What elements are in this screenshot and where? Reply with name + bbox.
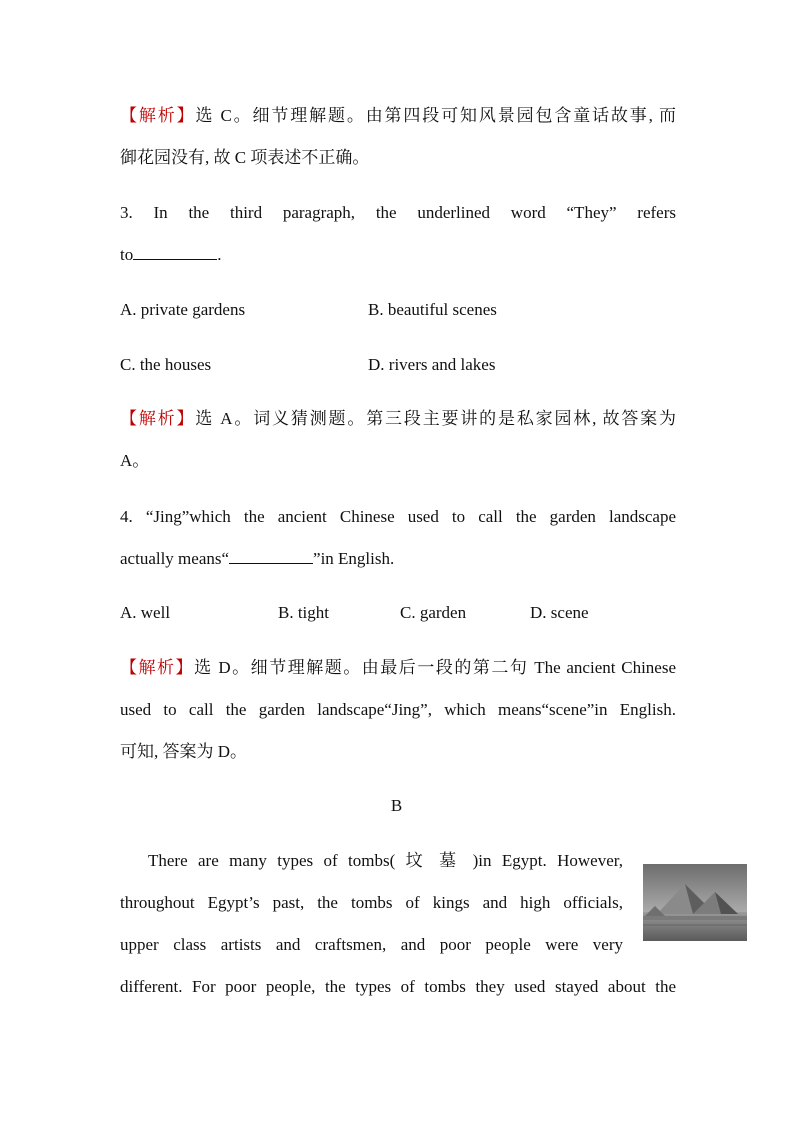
analysis-3-line-2: used to call the garden landscape“Jing”, which means“scene”in English.	[120, 700, 676, 719]
q4-option-a: A. well	[120, 603, 171, 622]
question-3-line-1: 3. In the third paragraph, the underlined word “They” refers	[120, 203, 676, 222]
pyramids-image	[643, 864, 747, 941]
passage-line-4: different. For poor people, the types of tombs they used stayed about the	[120, 977, 676, 996]
q3-option-c: C. the houses	[120, 355, 212, 374]
analysis-1-line-2: 御花园没有, 故 C 项表述不正确。	[120, 148, 370, 167]
analysis-1-line-1: 【解析】选 C。细节理解题。由第四段可知风景园包含童话故事, 而	[120, 106, 677, 125]
analysis-2-line-2: A。	[120, 451, 150, 470]
question-4	[120, 496, 676, 580]
analysis-1	[120, 95, 676, 179]
analysis-3	[120, 647, 676, 773]
q4-option-c: C. garden	[400, 603, 467, 622]
analysis-tag: 【解析】	[120, 106, 196, 125]
analysis-2-line-1: 【解析】选 A。词义猜测题。第三段主要讲的是私家园林, 故答案为	[120, 409, 677, 428]
section-b-title: B	[390, 796, 403, 815]
passage-b	[120, 840, 623, 966]
analysis-3-line-3: 可知, 答案为 D。	[120, 742, 248, 761]
q3-option-b: B. beautiful scenes	[368, 300, 497, 319]
question-3-line-2: to .	[120, 245, 222, 264]
analysis-3-line-1: 【解析】选 D。细节理解题。由最后一段的第二句 The ancient Chinese	[120, 658, 677, 677]
analysis-2	[120, 398, 676, 482]
answer-blank	[133, 244, 217, 260]
q4-option-d: D. scene	[530, 603, 589, 622]
pyramids-photo	[643, 864, 747, 941]
question-4-line-1: 4. “Jing”which the ancient Chinese used to call the garden landscape	[120, 507, 676, 526]
passage-line-1: There are many types of tombs( 坟 墓 )in Egypt. However,	[148, 851, 623, 870]
q3-option-d: D. rivers and lakes	[368, 355, 496, 374]
q3-option-a: A. private gardens	[120, 300, 246, 319]
answer-blank	[229, 548, 313, 564]
analysis-tag: 【解析】	[120, 658, 195, 677]
passage-b-cont	[120, 966, 676, 1008]
analysis-tag: 【解析】	[120, 409, 196, 428]
question-3	[120, 192, 676, 276]
passage-line-2: throughout Egypt’s past, the tombs of kings and high officials,	[120, 893, 623, 912]
question-4-line-2: actually means“ ”in English.	[120, 549, 395, 568]
q4-option-b: B. tight	[278, 603, 330, 622]
passage-line-3: upper class artists and craftsmen, and poor people were very	[120, 935, 623, 954]
